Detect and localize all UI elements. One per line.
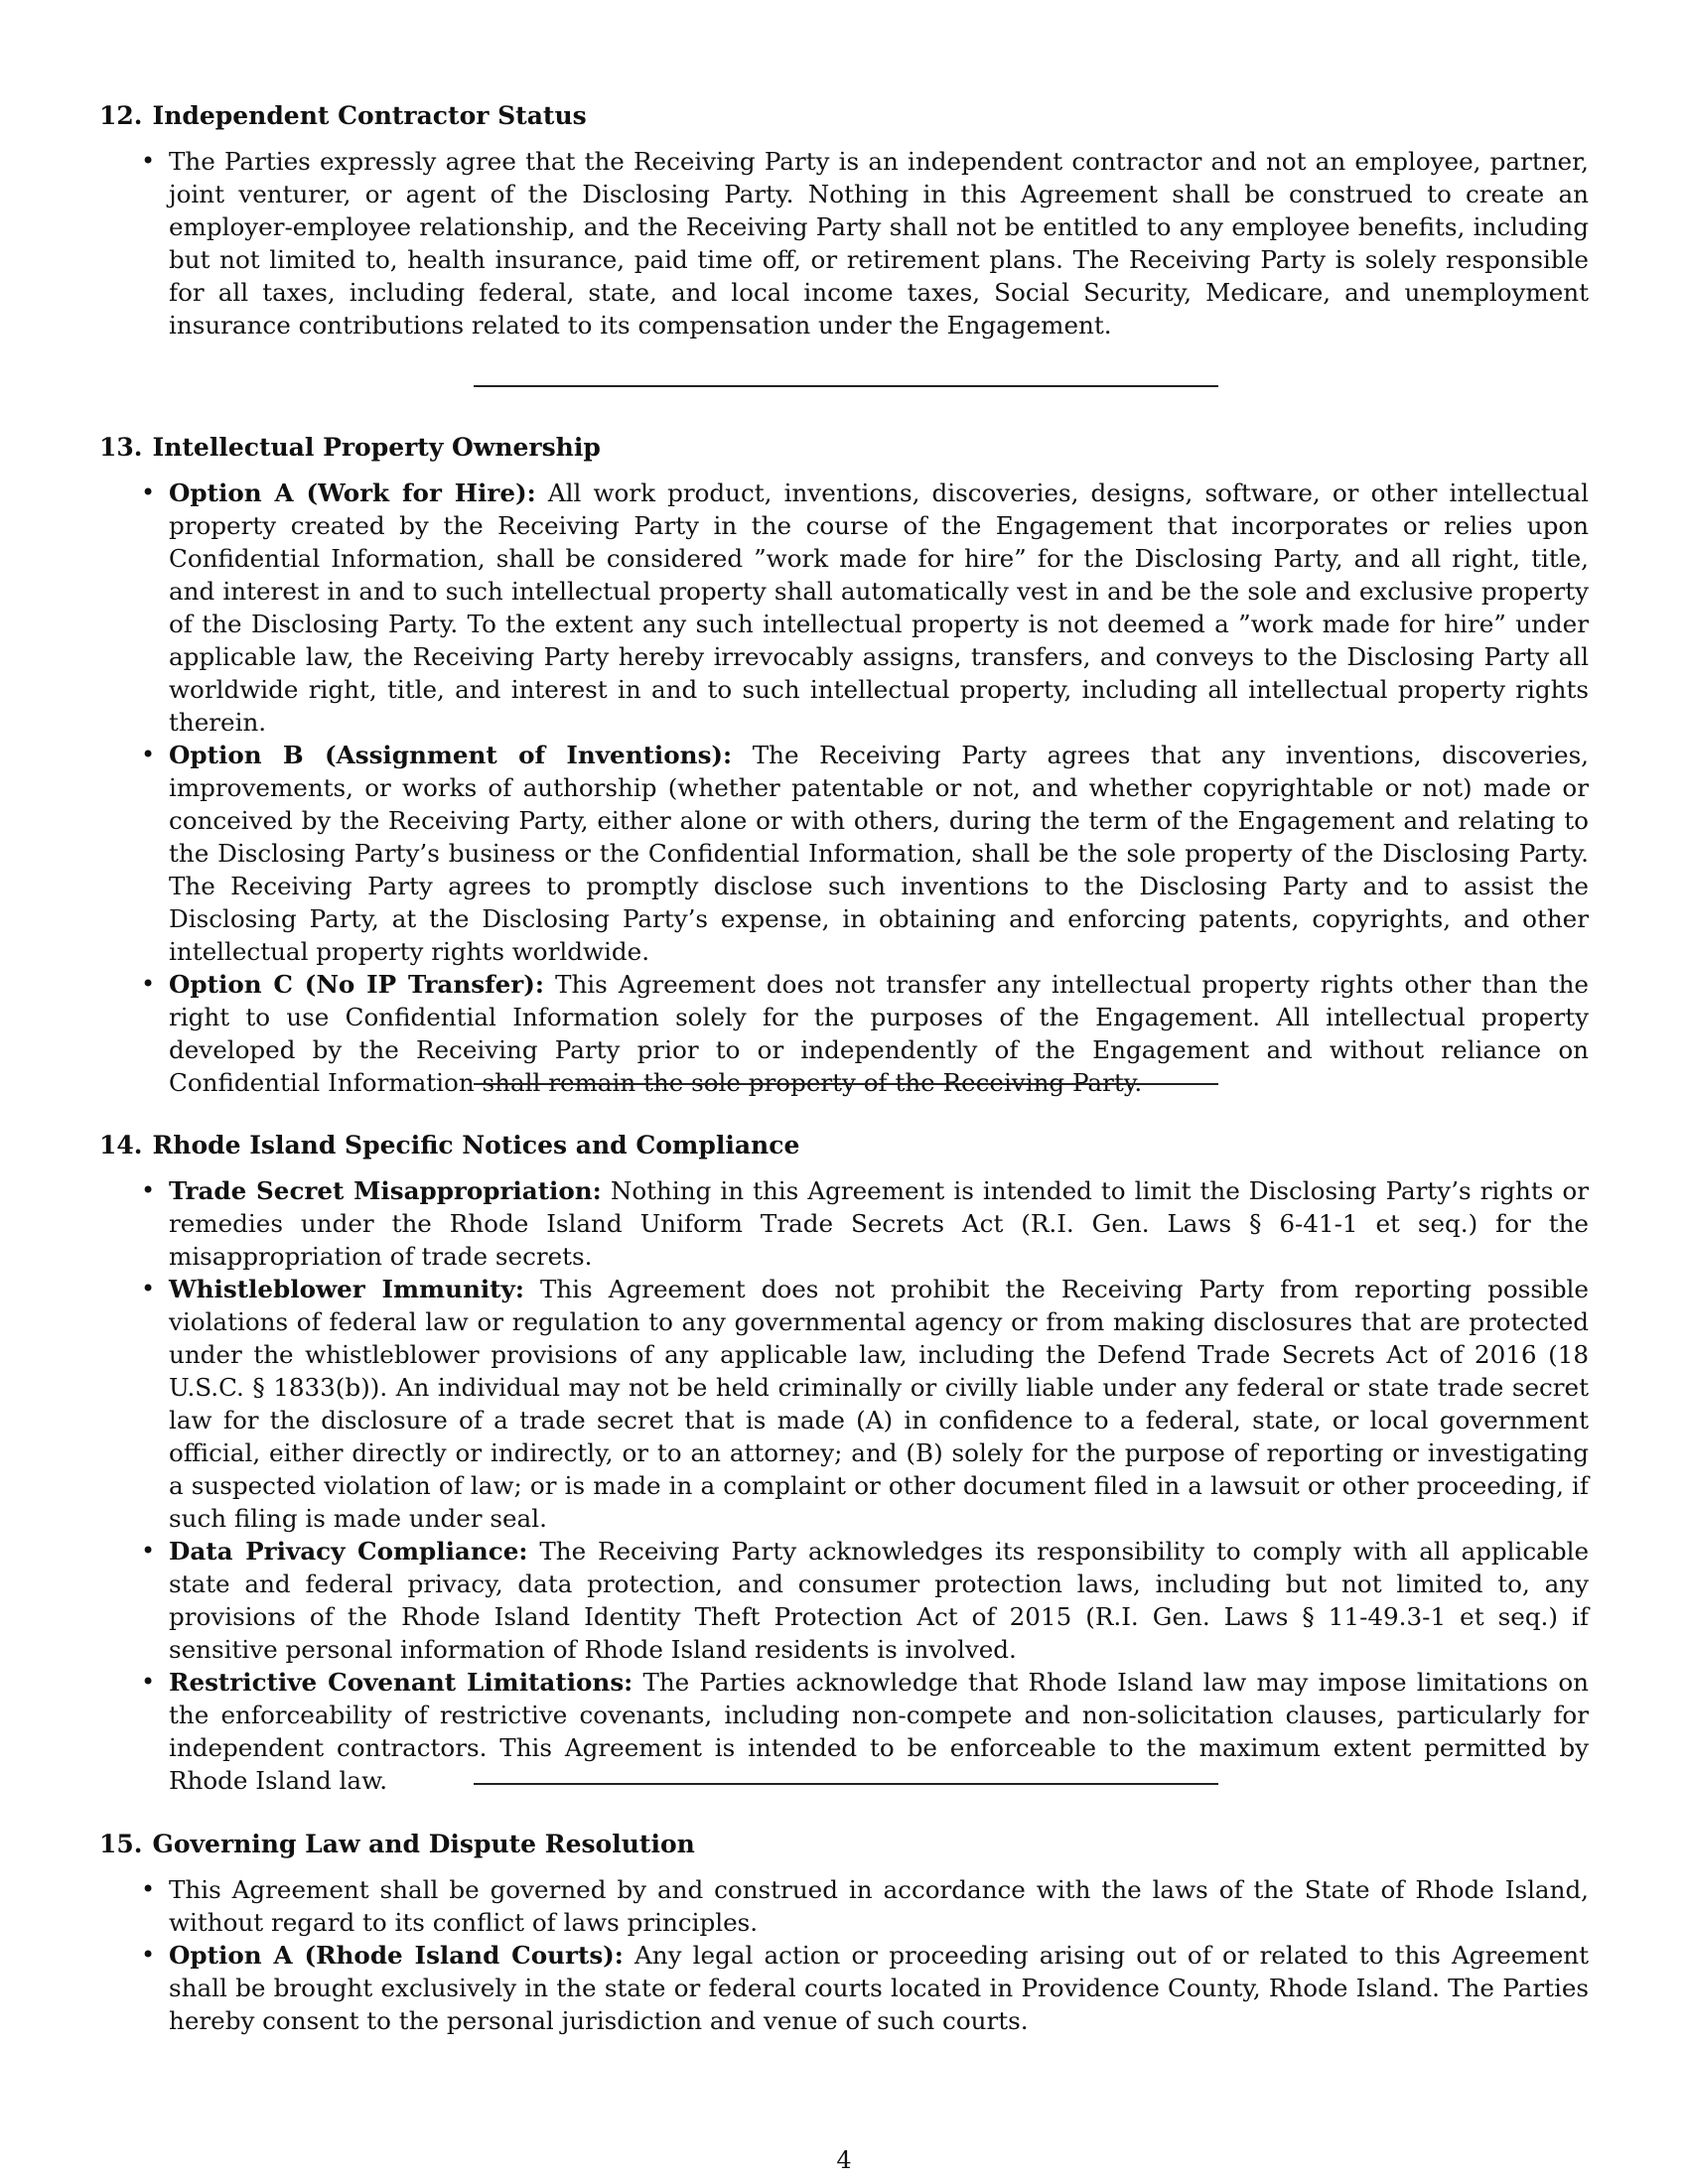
item-text: Nothing in this Agreement is intended to limit the Disclosing Party’s rights or remedies under the Rhode Island Uniform Trade Secrets Act (R.I. Gen. Laws § 6-41-1 et seq.) for the misappropriation of trade secrets. xyxy=(169,1176,1589,1271)
section-list xyxy=(99,1873,1589,2037)
item-label: Option A (Work for Hire): xyxy=(169,478,536,507)
section-number: 12. xyxy=(99,101,143,130)
document-page xyxy=(99,99,1589,2134)
item-label: Option C (No IP Transfer): xyxy=(169,970,544,999)
list-item xyxy=(169,1535,1589,1666)
item-label: Data Privacy Compliance: xyxy=(169,1537,528,1566)
list-item xyxy=(169,477,1589,739)
section-list xyxy=(99,1174,1589,1797)
list-item xyxy=(169,739,1589,968)
list-item xyxy=(169,1174,1589,1273)
item-label: Trade Secret Misappropriation: xyxy=(169,1176,602,1205)
section-heading xyxy=(99,1129,1589,1162)
section-divider xyxy=(474,1783,1218,1785)
item-text: This Agreement shall be governed by and construed in accordance with the laws of the State of Rhode Island, without regard to its conflict of laws principles. xyxy=(169,1875,1589,1937)
section-title: Independent Contractor Status xyxy=(152,101,587,130)
section-12 xyxy=(99,99,1589,341)
list-item xyxy=(169,968,1589,1099)
list-item xyxy=(169,1939,1589,2037)
item-text: Any legal action or proceeding arising out of or related to this Agreement shall be brought exclusively in the state or federal courts located in Providence County, Rhode Island. The Parties hereby consent to the personal jurisdiction and venue of such courts. xyxy=(169,1941,1589,2035)
section-divider xyxy=(474,1083,1218,1085)
item-text: All work product, inventions, discoveries, designs, software, or other intellectual property created by the Receiving Party in the course of the Engagement that incorporates or relies upon Confidential Information, shall be considered ”work made for hire” for the Disclosing Party, and all right, title, and interest in and to such intellectual property shall automatically vest in and be the sole and exclusive property of the Disclosing Party. To the extent any such intellectual property is not deemed a ”work made for hire” under applicable law, the Receiving Party hereby irrevocably assigns, transfers, and conveys to the Disclosing Party all worldwide right, title, and interest in and to such intellectual property, including all intellectual property rights therein. xyxy=(169,478,1589,737)
list-item xyxy=(169,1666,1589,1797)
section-number: 15. xyxy=(99,1830,143,1858)
section-title: Intellectual Property Ownership xyxy=(152,433,601,462)
section-13 xyxy=(99,431,1589,1099)
item-label: Whistleblower Immunity: xyxy=(169,1275,524,1303)
section-heading xyxy=(99,1828,1589,1861)
section-title: Governing Law and Dispute Resolution xyxy=(152,1830,695,1858)
page-number: 4 xyxy=(836,2146,852,2174)
item-text: The Receiving Party agrees that any inventions, discoveries, improvements, or works of authorship (whether patentable or not, and whether copyrightable or not) made or conceived by the Receiving Party, either alone or with others, during the term of the Engagement and relating to the Disclosing Party’s business or the Confidential Information, shall be the sole property of the Disclosing Party. The Receiving Party agrees to promptly disclose such inventions to the Disclosing Party and to assist the Disclosing Party, at the Disclosing Party’s expense, in obtaining and enforcing patents, copyrights, and other intellectual property rights worldwide. xyxy=(169,741,1590,966)
item-label: Option A (Rhode Island Courts): xyxy=(169,1941,624,1970)
section-list xyxy=(99,145,1589,341)
section-15 xyxy=(99,1828,1589,2037)
section-14 xyxy=(99,1129,1589,1797)
section-heading xyxy=(99,431,1589,465)
section-divider xyxy=(474,385,1218,387)
section-number: 14. xyxy=(99,1131,143,1160)
item-text: This Agreement does not prohibit the Receiving Party from reporting possible violations of federal law or regulation to any governmental agency or from making disclosures that are protected under the whistleblower provisions of any applicable law, including the Defend Trade Secrets Act of 2016 (18 U.S.C. § 1833(b)). An individual may not be held criminally or civilly liable under any federal or state trade secret law for the disclosure of a trade secret that is made (A) in confidence to a federal, state, or local government official, either directly or indirectly, or to an attorney; and (B) solely for the purpose of reporting or investigating a suspected violation of law; or is made in a complaint or other document filed in a lawsuit or other proceeding, if such filing is made under seal. xyxy=(169,1275,1589,1533)
section-number: 13. xyxy=(99,433,143,462)
section-title: Rhode Island Specific Notices and Compliance xyxy=(152,1131,800,1160)
item-text: The Parties acknowledge that Rhode Island law may impose limitations on the enforceability of restrictive covenants, including non-compete and non-solicitation clauses, particularly for independent contractors. This Agreement is intended to be enforceable to the maximum extent permitted by Rhode Island law. xyxy=(169,1668,1589,1795)
item-label: Option B (Assignment of Inventions): xyxy=(169,741,733,769)
list-item xyxy=(169,1273,1589,1535)
list-item xyxy=(169,1873,1589,1939)
item-text: The Receiving Party acknowledges its responsibility to comply with all applicable state and federal privacy, data protection, and consumer protection laws, including but not limited to, any provisions of the Rhode Island Identity Theft Protection Act of 2015 (R.I. Gen. Laws § 11-49.3-1 et seq.) if sensitive personal information of Rhode Island residents is involved. xyxy=(169,1537,1589,1664)
item-text: The Parties expressly agree that the Receiving Party is an independent contractor and not an employee, partner, joint venturer, or agent of the Disclosing Party. Nothing in this Agreement shall be construed to create an employer-employee relationship, and the Receiving Party shall not be entitled to any employee benefits, including but not limited to, health insurance, paid time off, or retirement plans. The Receiving Party is solely responsible for all taxes, including federal, state, and local income taxes, Social Security, Medicare, and unemployment insurance contributions related to its compensation under the Engagement. xyxy=(169,147,1589,340)
item-text: This Agreement does not transfer any intellectual property rights other than the right to use Confidential Information solely for the purposes of the Engagement. All intellectual property developed by the Receiving Party prior to or independently of the Engagement and without reliance on Confidential Information shall remain the sole property of the Receiving Party. xyxy=(169,970,1589,1097)
section-list xyxy=(99,477,1589,1099)
list-item xyxy=(169,145,1589,341)
section-heading xyxy=(99,99,1589,133)
item-label: Restrictive Covenant Limitations: xyxy=(169,1668,633,1697)
